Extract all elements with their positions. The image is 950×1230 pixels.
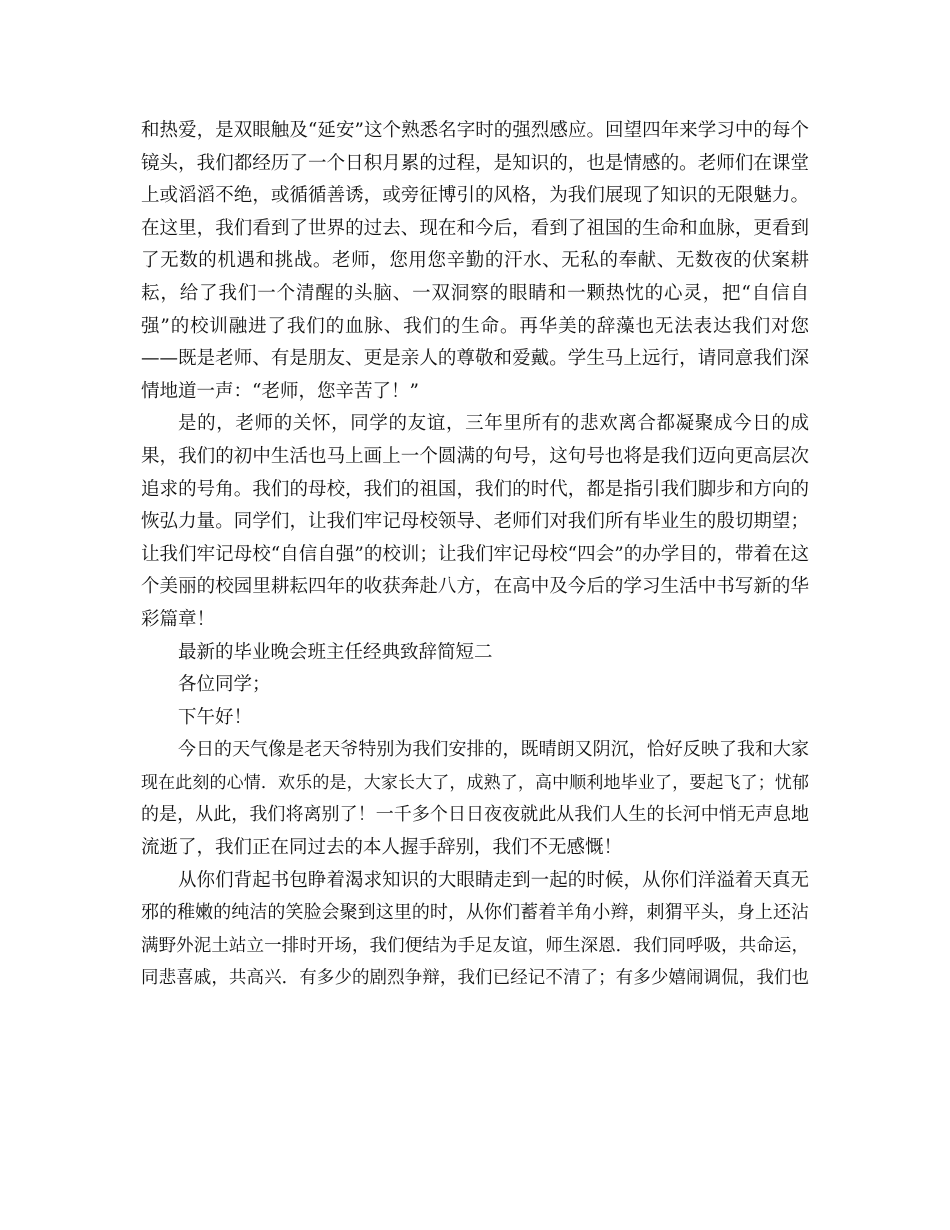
text-line: 了无数的机遇和挑战。老师，您用您辛勤的汗水、无私的奉献、无数夜的伏案耕 bbox=[141, 250, 809, 272]
text-line: 镜头，我们都经历了一个日积月累的过程，是知识的，也是情感的。老师们在课堂 bbox=[141, 152, 809, 174]
section-heading: 最新的毕业晚会班主任经典致辞简短二 bbox=[178, 641, 493, 663]
text-line: 流逝了，我们正在同过去的本人握手辞别，我们不无感慨！ bbox=[141, 837, 623, 859]
text-line: 满野外泥土站立一排时开场，我们便结为手足友谊，师生深恩．我们同呼吸，共命运， bbox=[141, 935, 809, 956]
greeting: 下午好！ bbox=[178, 706, 253, 728]
text-line: 果，我们的初中生活也马上画上一个圆满的句号，这句号也将是我们迈向更高层次 bbox=[141, 445, 809, 467]
text-line: 个美丽的校园里耕耘四年的收获奔赴八方，在高中及今后的学习生活中书写新的华 bbox=[141, 576, 809, 598]
text-line: 追求的号角。我们的母校，我们的祖国，我们的时代，都是指引我们脚步和方向的 bbox=[141, 478, 809, 500]
text-line: 上或滔滔不绝，或循循善诱，或旁征博引的风格，为我们展现了知识的无限魅力。 bbox=[141, 185, 809, 207]
paragraph-start-line: 从你们背起书包睁着渴求知识的大眼睛走到一起的时候，从你们洋溢着天真无 bbox=[178, 869, 809, 891]
text-line: 的是，从此，我们将离别了！一千多个日日夜夜就此从我们人生的长河中悄无声息地 bbox=[141, 804, 809, 826]
text-line: ——既是老师、有是朋友、更是亲人的尊敬和爱戴。学生马上远行，请同意我们深 bbox=[141, 348, 809, 370]
text-line: 和热爱，是双眼触及“延安”这个熟悉名字时的强烈感应。回望四年来学习中的每个 bbox=[141, 120, 809, 141]
document-body bbox=[141, 115, 809, 995]
text-line: 彩篇章！ bbox=[141, 608, 216, 630]
text-line: 耘，给了我们一个清醒的头脑、一双洞察的眼睛和一颗热忱的心灵，把“自信自 bbox=[141, 282, 809, 304]
text-line: 恢弘力量。同学们，让我们牢记母校领导、老师们对我们所有毕业生的殷切期望； bbox=[141, 511, 809, 533]
paragraph-start-line: 是的，老师的关怀，同学的友谊，三年里所有的悲欢离合都凝聚成今日的成 bbox=[178, 413, 809, 435]
text-line: 现在此刻的心情．欢乐的是，大家长大了，成熟了，高中顺利地毕业了，要起飞了；忧郁 bbox=[141, 772, 809, 793]
salutation: 各位同学； bbox=[178, 674, 271, 696]
text-line: 同悲喜戚，共高兴．有多少的剧烈争辩，我们已经记不清了；有多少嬉闹调侃，我们也 bbox=[141, 968, 809, 989]
text-line: 情地道一声：“老师，您辛苦了！” bbox=[141, 380, 419, 402]
text-line: 在这里，我们看到了世界的过去、现在和今后，看到了祖国的生命和血脉，更看到 bbox=[141, 217, 809, 239]
paragraph-start-line: 今日的天气像是老天爷特别为我们安排的，既晴朗又阴沉，恰好反映了我和大家 bbox=[178, 739, 809, 761]
text-line: 邪的稚嫩的纯洁的笑脸会聚到这里的时，从你们蓄着羊角小辫，刺猬平头，身上还沾 bbox=[141, 902, 809, 924]
text-line: 强”的校训融进了我们的血脉、我们的生命。再华美的辞藻也无法表达我们对您 bbox=[141, 315, 809, 337]
text-line: 让我们牢记母校“自信自强”的校训；让我们牢记母校“四会”的办学目的，带着在这 bbox=[141, 543, 809, 565]
